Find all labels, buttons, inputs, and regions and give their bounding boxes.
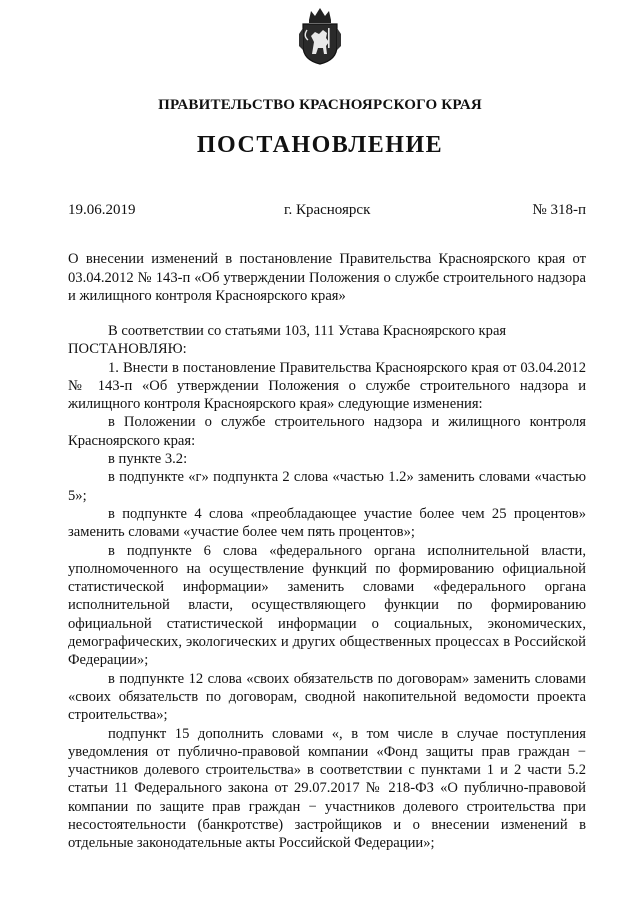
- paragraph-subclause-g: в подпункте «г» подпункта 2 слова «частью 1.2» заменить словами «частью 5»;: [68, 469, 586, 504]
- krasnoyarsk-coat-of-arms-icon: [297, 6, 343, 66]
- document-city: г. Красноярск: [284, 202, 371, 218]
- document-body: [68, 322, 586, 853]
- paragraph-basis: В соответствии со статьями 103, 111 Устава Красноярского края: [108, 323, 507, 339]
- government-title: ПРАВИТЕЛЬСТВО КРАСНОЯРСКОГО КРАЯ: [158, 97, 482, 113]
- paragraph-clause-3-2: в пункте 3.2:: [108, 451, 188, 468]
- paragraph-item-1: 1. Внести в постановление Правительства Красноярского края от 03.04.2012 № 143-п «Об утверждении Положения о службе строительного надзора и жилищного контроля Красноярского края» следующие изменения:: [68, 359, 586, 413]
- document-type-title: ПОСТАНОВЛЕНИЕ: [196, 132, 444, 158]
- document-number: № 318-п: [532, 202, 586, 218]
- document-subject: О внесении изменений в постановление Правительства Красноярского края от 03.04.2012 № 143-п «Об утверждении Положения о службе строительного надзора и жилищного контроля Красноярского края»: [68, 251, 586, 304]
- paragraph-subclause-6: в подпункте 6 слова «федерального органа исполнительной власти, уполномоченного на осуществление функций по формированию официальной статистической информации» заменить словами «федерального органа исполнительной власти, осуществляющего функции по формированию официальной статистической информации о социальных, экономических, демографических, экологических и других общественных процессах в Российской Федерации»;: [68, 542, 586, 669]
- paragraph-regulation: в Положении о службе строительного надзора и жилищного контроля Красноярского края:: [68, 414, 586, 449]
- document-date: 19.06.2019: [68, 202, 136, 218]
- paragraph-resolve: ПОСТАНОВЛЯЮ:: [68, 341, 187, 358]
- paragraph-subclause-12: в подпункте 12 слова «своих обязательств по договорам» заменить словами «своих обязательств по договорам, сводной накопительной ведомости проекта строительства»;: [68, 670, 586, 724]
- paragraph-subclause-4: в подпункте 4 слова «преобладающее участие более чем 25 процентов» заменить словами «участие более чем пять процентов»;: [68, 505, 586, 541]
- paragraph-subclause-15: подпункт 15 дополнить словами «, в том числе в случае поступления уведомления от публично-правовой компании «Фонд защиты прав граждан − участников долевого строительства» в соответствии с пунктами 1 и 2 части 5.2 статьи 11 Федерального закона от 29.07.2017 № 218-ФЗ «О публично-правовой компании по защите прав граждан − участников долевого строительства при несостоятельности (банкротстве) застройщиков и о внесении изменений в отдельные законодательные акты Российской Федерации»;: [68, 725, 586, 852]
